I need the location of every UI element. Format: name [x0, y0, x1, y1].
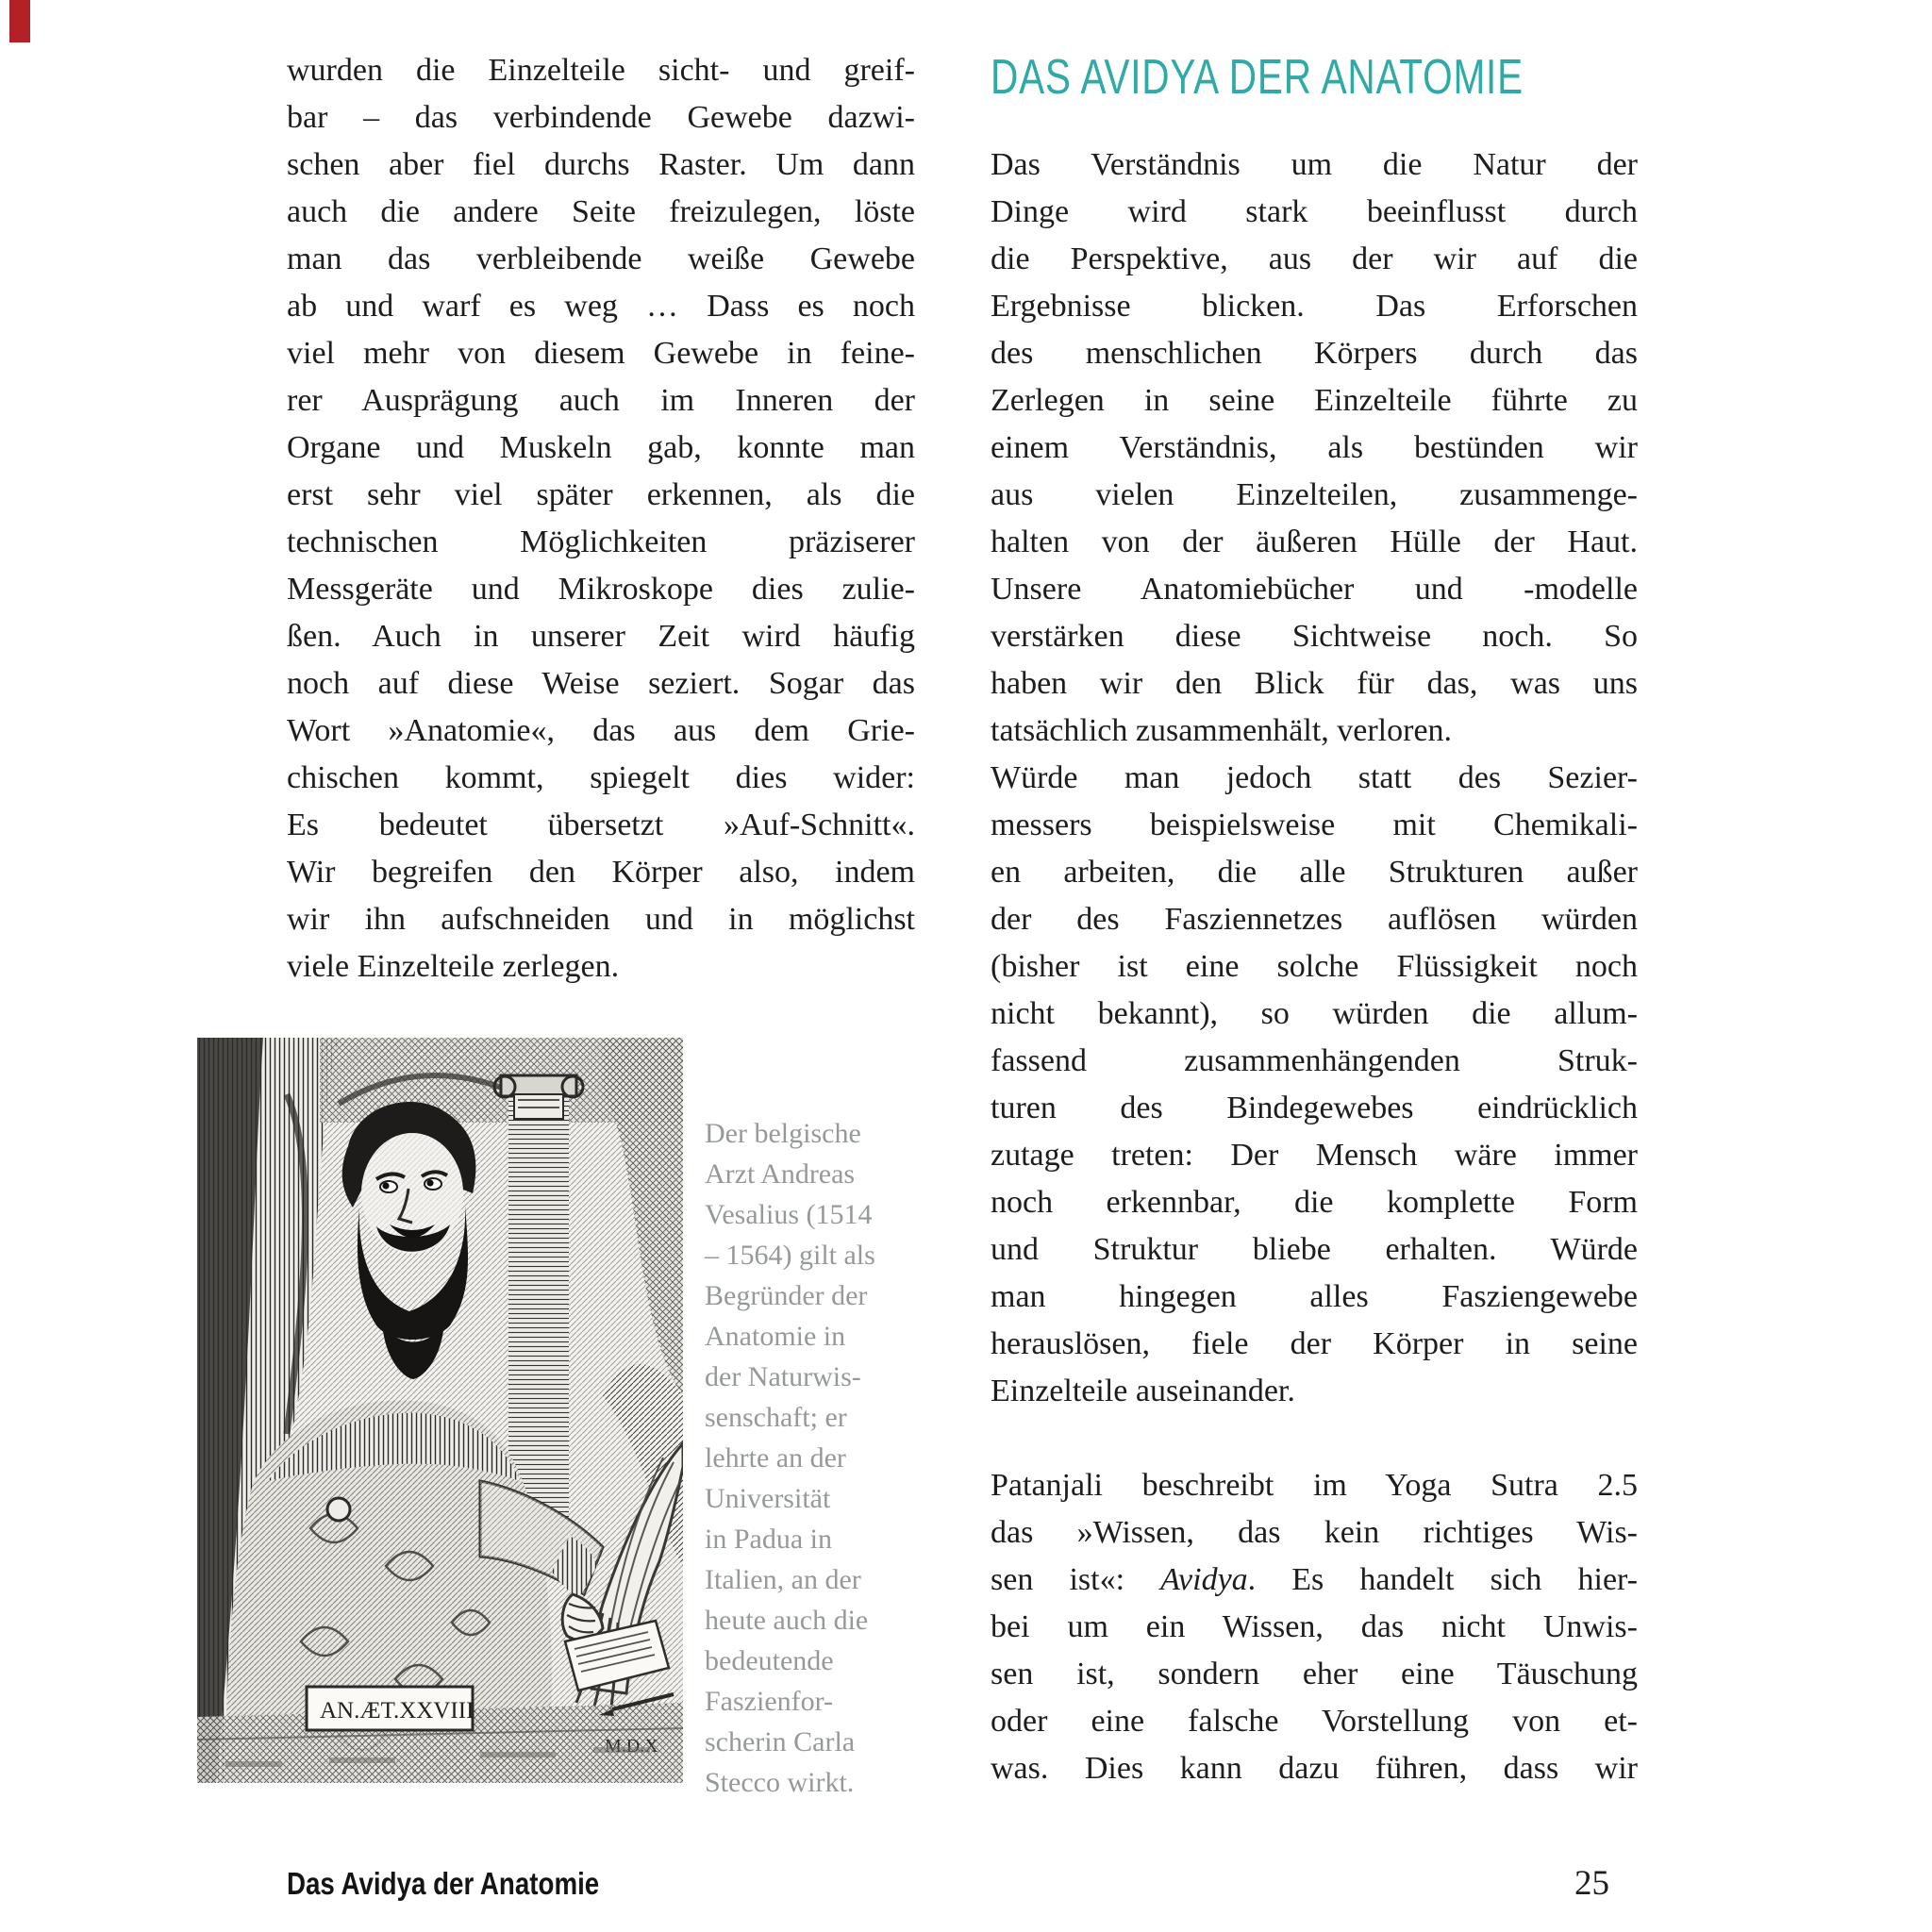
text-line: turen des Bindegewebes eindrücklich [991, 1091, 1638, 1125]
text-line: messers beispielsweise mit Chemikali- [991, 808, 1638, 842]
text-line: heute auch die [705, 1605, 869, 1636]
text-line: verstärken diese Sichtweise noch. So [991, 619, 1638, 654]
vesalius-engraving [197, 1038, 683, 1783]
text-line: des menschlichen Körpers durch das [991, 336, 1638, 371]
text-line: Begründer der [705, 1280, 868, 1311]
text-line: und Struktur bliebe erhalten. Würde [991, 1232, 1638, 1267]
paragraph-gap [991, 1415, 1638, 1462]
text-line: ßen. Auch in unserer Zeit wird häufig [287, 619, 915, 654]
text-line: was. Dies kann dazu führen, dass wir [991, 1751, 1638, 1786]
text-line: Es bedeutet übersetzt »Auf-Schnitt«. [287, 808, 915, 842]
left-text-column [287, 47, 915, 991]
text-line: Unsere Anatomiebücher und -modelle [991, 572, 1638, 607]
text-line: haben wir den Blick für das, was uns [991, 666, 1638, 701]
text-line: scherin Carla [705, 1726, 856, 1757]
text-line: viel mehr von diesem Gewebe in feine- [287, 336, 915, 371]
text-line: nicht bekannt), so würden die allum- [991, 996, 1638, 1031]
text-line: der Naturwis- [705, 1361, 861, 1392]
section-heading: DAS AVIDYA DER ANATOMIE [991, 50, 1524, 105]
text-line: Patanjali beschreibt im Yoga Sutra 2.5 [991, 1468, 1638, 1503]
text-line: Einzelteile auseinander. [991, 1374, 1295, 1408]
text-line: (bisher ist eine solche Flüssigkeit noch [991, 949, 1638, 984]
text-line: sen ist, sondern eher eine Täuschung [991, 1657, 1638, 1691]
text-line: ab und warf es weg … Dass es noch [287, 289, 915, 324]
right-text-column [991, 47, 1638, 1792]
text-line: – 1564) gilt als [705, 1240, 875, 1271]
footer-section-title: Das Avidya der Anatomie [287, 1866, 600, 1901]
text-line: erst sehr viel später erkennen, als die [287, 477, 915, 512]
text-line: Faszienfor- [705, 1686, 834, 1717]
text-line: Dinge wird stark beeinflusst durch [991, 194, 1638, 229]
text-line: Italien, an der [705, 1564, 861, 1595]
text-line: Ergebnisse blicken. Das Erforschen [991, 289, 1638, 324]
text-line: Anatomie in [705, 1321, 846, 1352]
text-line: Universität [705, 1483, 831, 1514]
text-line: Arzt Andreas [705, 1158, 856, 1190]
text-line: schen aber fiel durchs Raster. Um dann [287, 147, 915, 182]
text-line: das »Wissen, das kein richtiges Wis- [991, 1515, 1638, 1550]
text-line: aus vielen Einzelteilen, zusammenge- [991, 477, 1638, 512]
text-line: fassend zusammenhängenden Struk- [991, 1043, 1638, 1078]
text-line: lehrte an der [705, 1442, 846, 1474]
engraving-image [197, 1038, 683, 1783]
text-line: zutage treten: Der Mensch wäre immer [991, 1138, 1638, 1173]
text-line: Vesalius (1514 [705, 1199, 873, 1230]
text-line: Organe und Muskeln gab, konnte man [287, 430, 915, 465]
page-footer [287, 1863, 1609, 1910]
text-line: oder eine falsche Vorstellung von et- [991, 1704, 1638, 1739]
portrait-caption [705, 1113, 924, 1803]
text-line: Stecco wirkt. [705, 1767, 855, 1798]
engraving-plaque-label: AN.ÆT.XXVIII [320, 1698, 475, 1724]
text-line: in Padua in [705, 1524, 832, 1555]
text-line: Der belgische [705, 1118, 861, 1149]
text-line: auch die andere Seite freizulegen, löste [287, 194, 915, 229]
text-line: noch erkennbar, die komplette Form [991, 1185, 1638, 1220]
right-paragraph-2 [991, 1462, 1638, 1792]
text-line: einem Verständnis, als bestünden wir [991, 430, 1638, 465]
text-line: herauslösen, fiele der Körper in seine [991, 1326, 1638, 1361]
text-line: rer Ausprägung auch im Inneren der [287, 383, 915, 418]
text-line: Zerlegen in seine Einzelteile führte zu [991, 383, 1638, 418]
text-line: der des Fasziennetzes auflösen würden [991, 902, 1638, 937]
page-number: 25 [1574, 1864, 1609, 1903]
text-line: bar – das verbindende Gewebe dazwi- [287, 100, 915, 135]
text-line: Messgeräte und Mikroskope dies zulie- [287, 572, 915, 607]
right-paragraph-1 [991, 142, 1638, 1415]
text-line: Würde man jedoch statt des Sezier- [991, 760, 1638, 795]
text-line: Wir begreifen den Körper also, indem [287, 855, 915, 890]
page-edge-tab [9, 0, 30, 42]
text-line: sen ist«: Avidya. Es handelt sich hier- [991, 1562, 1638, 1597]
text-line: die Perspektive, aus der wir auf die [991, 242, 1638, 276]
text-line: bedeutende [705, 1645, 834, 1676]
text-line: en arbeiten, die alle Strukturen außer [991, 855, 1638, 890]
text-line: senschaft; er [705, 1402, 847, 1433]
text-line: Das Verständnis um die Natur der [991, 147, 1638, 182]
text-line: chischen kommt, spiegelt dies wider: [287, 760, 915, 795]
text-line: tatsächlich zusammenhält, verloren. [991, 713, 1453, 748]
text-line: viele Einzelteile zerlegen. [287, 949, 620, 984]
text-line: halten von der äußeren Hülle der Haut. [991, 525, 1638, 559]
text-line: bei um ein Wissen, das nicht Unwis- [991, 1609, 1638, 1644]
text-line: man das verbleibende weiße Gewebe [287, 242, 915, 276]
engraving-artist-mark: M.D.X [605, 1736, 658, 1757]
text-line: noch auf diese Weise seziert. Sogar das [287, 666, 915, 701]
text-line: technischen Möglichkeiten präziserer [287, 525, 915, 559]
text-line: man hingegen alles Fasziengewebe [991, 1279, 1638, 1314]
text-line: wir ihn aufschneiden und in möglichst [287, 902, 915, 937]
text-line: wurden die Einzelteile sicht- und greif- [287, 53, 915, 88]
text-line: Wort »Anatomie«, das aus dem Grie- [287, 713, 915, 748]
